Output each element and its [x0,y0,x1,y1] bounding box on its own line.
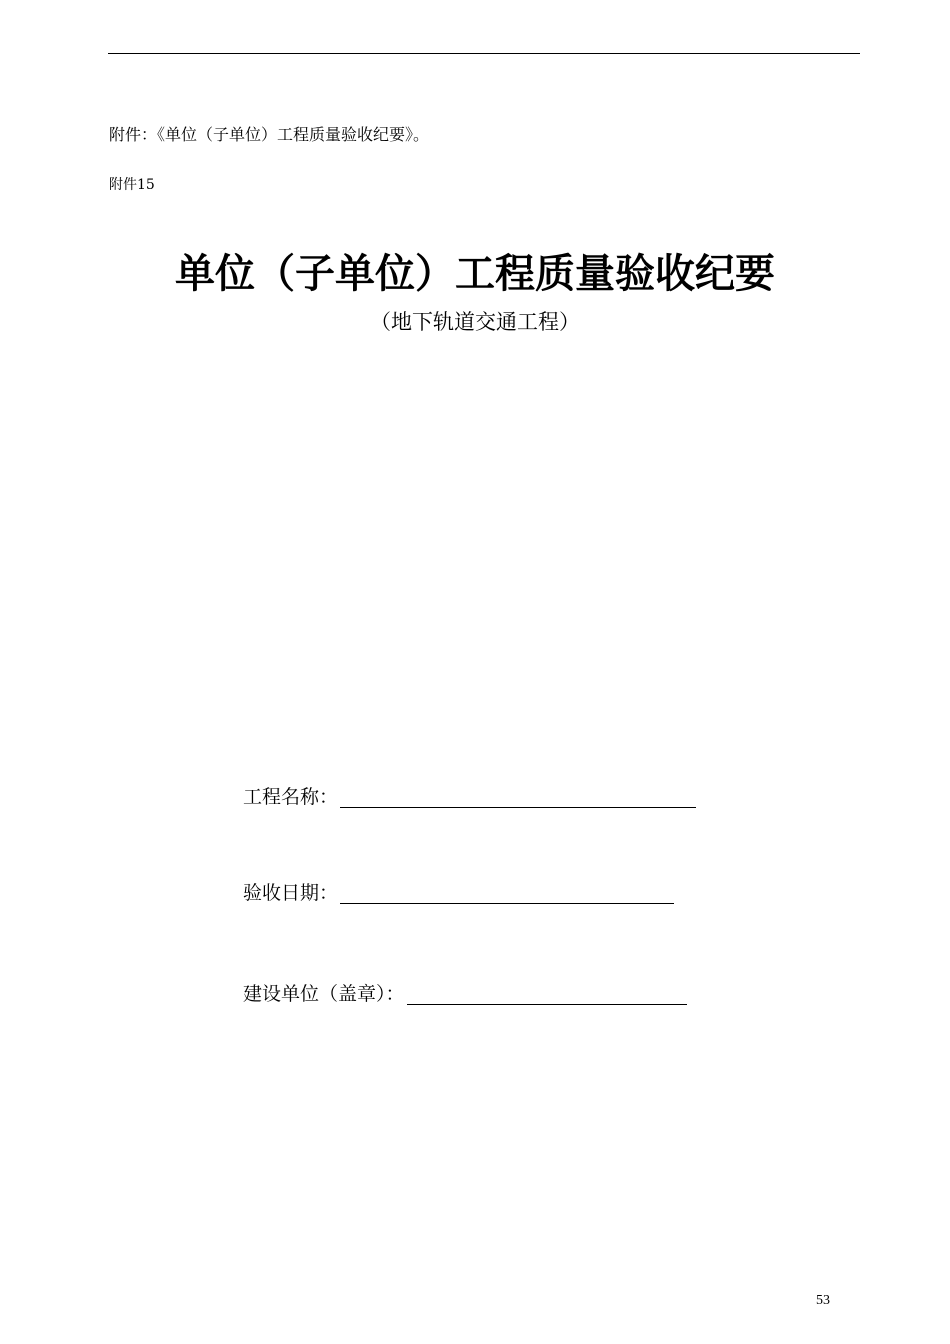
project-name-blank[interactable] [340,785,696,808]
construction-unit-field [243,981,687,1007]
header-rule [108,53,860,54]
attachment-number: 附件15 [109,177,155,193]
construction-unit-blank[interactable] [407,982,687,1005]
project-name-field [243,784,696,810]
document-title: 单位（子单位）工程质量验收纪要 [175,251,775,297]
attachment-note: 附件：《单位（子单位）工程质量验收纪要》。 [109,125,430,144]
construction-unit-label: 建设单位（盖章）： [243,983,405,1005]
acceptance-date-blank[interactable] [340,881,674,904]
acceptance-date-label: 验收日期： [243,882,339,904]
document-subtitle: （地下轨道交通工程） [370,310,580,334]
project-name-label: 工程名称： [243,786,339,808]
acceptance-date-field [243,880,674,906]
page-number: 53 [816,1293,830,1308]
